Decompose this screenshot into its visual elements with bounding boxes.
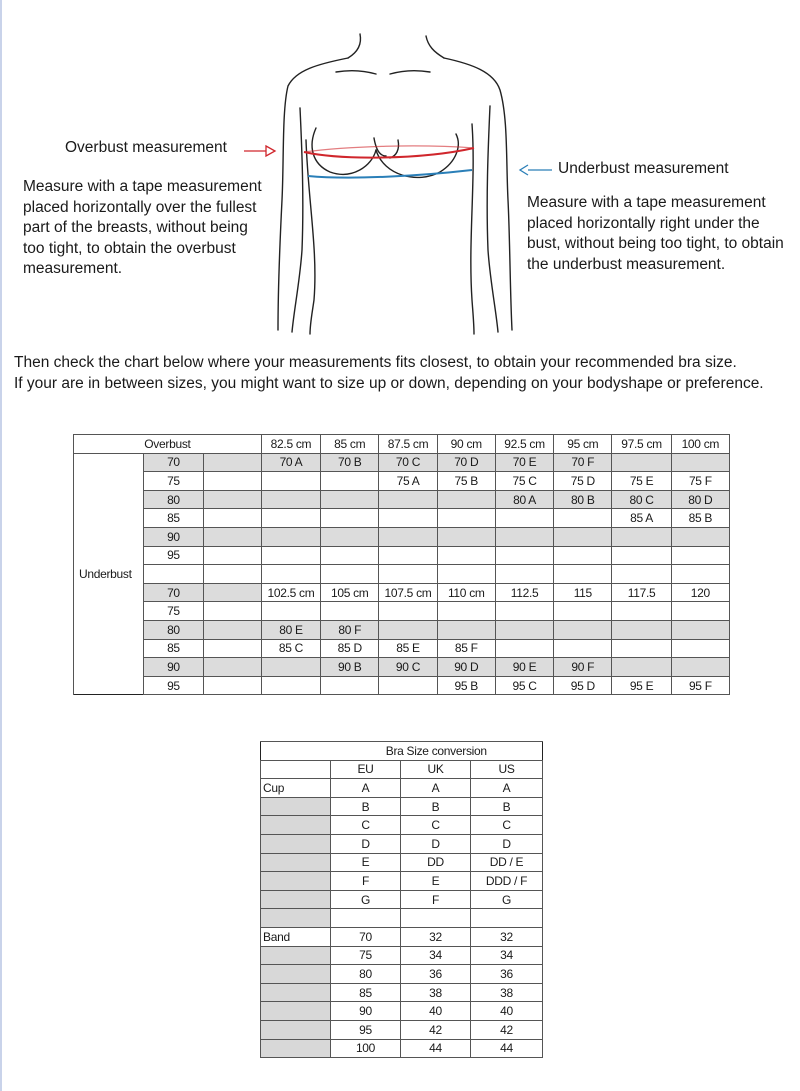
bra-size-cell: 75 C xyxy=(495,472,553,491)
conversion-row xyxy=(261,965,543,984)
underbust-spacer xyxy=(74,676,144,695)
conversion-row xyxy=(261,1039,543,1058)
bra-size-cell: 95 C xyxy=(495,676,553,695)
size-value-cell: B xyxy=(471,797,543,816)
bra-size-cell: 90 E xyxy=(495,658,553,677)
underbust-label-row xyxy=(74,565,730,584)
blank-cell xyxy=(203,453,261,472)
blank-cell xyxy=(203,658,261,677)
underbust-spacer xyxy=(74,546,144,565)
blank-cell xyxy=(203,565,261,584)
bra-size-cell: 85 E xyxy=(379,639,437,658)
size-value-cell: 100 xyxy=(331,1039,401,1058)
bra-size-cell: 75 E xyxy=(612,472,671,491)
underbust-spacer xyxy=(74,583,144,602)
underbust-spacer xyxy=(74,639,144,658)
conversion-row xyxy=(261,890,543,909)
bra-size-cell xyxy=(612,527,671,546)
conversion-row xyxy=(261,872,543,891)
bra-size-cell xyxy=(379,620,437,639)
overbust-size-header: 120 xyxy=(671,583,729,602)
blank-cell xyxy=(401,909,471,928)
bra-size-cell: 80 B xyxy=(554,490,612,509)
blank-cell xyxy=(261,1002,331,1021)
overbust-size-header: 97.5 cm xyxy=(612,435,671,454)
bra-size-cell: 85 F xyxy=(437,639,495,658)
blank-cell xyxy=(261,760,331,779)
overbust-size-header: 107.5 cm xyxy=(379,583,437,602)
blank-cell xyxy=(203,509,261,528)
bra-size-cell xyxy=(554,509,612,528)
overbust-size-header: 95 cm xyxy=(554,435,612,454)
overbust-size-header: 92.5 cm xyxy=(495,435,553,454)
bra-size-cell xyxy=(554,639,612,658)
bra-size-cell xyxy=(437,546,495,565)
bra-size-cell xyxy=(612,639,671,658)
region-header: UK xyxy=(401,760,471,779)
size-value-cell: C xyxy=(401,816,471,835)
size-value-cell: 44 xyxy=(401,1039,471,1058)
spacer-row xyxy=(261,909,543,928)
bra-size-cell xyxy=(554,546,612,565)
underbust-spacer xyxy=(74,602,144,621)
intro-line-1: Then check the chart below where your measurements fits closest, to obtain your recommended bra size. xyxy=(14,354,737,371)
bra-size-cell xyxy=(321,472,379,491)
bra-size-cell xyxy=(261,472,320,491)
overbust-size-header: 110 cm xyxy=(437,583,495,602)
size-value-cell: C xyxy=(471,816,543,835)
bra-size-cell xyxy=(495,509,553,528)
band-cell: 85 xyxy=(144,509,203,528)
blank-cell xyxy=(203,546,261,565)
size-row xyxy=(74,658,730,677)
underbust-spacer xyxy=(74,453,144,472)
bra-size-cell xyxy=(261,509,320,528)
blank-cell xyxy=(203,620,261,639)
bra-size-cell xyxy=(321,602,379,621)
bra-size-cell xyxy=(379,509,437,528)
bra-size-cell xyxy=(321,527,379,546)
blank-cell xyxy=(261,565,320,584)
blank-cell xyxy=(261,1020,331,1039)
blank-cell xyxy=(261,872,331,891)
overbust-title: Overbust measurement xyxy=(65,139,227,156)
bra-size-cell xyxy=(554,620,612,639)
size-value-cell: B xyxy=(401,797,471,816)
overbust-instructions: Measure with a tape measurement placed horizontally over the fullest part of the breasts, without being too tight, to obtain the overbust measurement. xyxy=(23,178,262,277)
bra-size-cell xyxy=(379,527,437,546)
size-value-cell: 38 xyxy=(401,983,471,1002)
band-cell: 95 xyxy=(144,676,203,695)
band-cell: 85 xyxy=(144,639,203,658)
blank-cell xyxy=(261,853,331,872)
size-row xyxy=(74,472,730,491)
size-row xyxy=(74,676,730,695)
bra-size-cell xyxy=(321,509,379,528)
blank-cell xyxy=(612,565,671,584)
size-value-cell: F xyxy=(401,890,471,909)
overbust-size-header: 115 xyxy=(554,583,612,602)
intro-line-2: If your are in between sizes, you might want to size up or down, depending on your bodyshape or preference. xyxy=(14,374,764,392)
bra-size-cell xyxy=(261,676,320,695)
bra-size-conversion-table xyxy=(260,741,543,1058)
size-value-cell: A xyxy=(331,779,401,798)
bra-size-cell xyxy=(321,490,379,509)
size-value-cell: 38 xyxy=(471,983,543,1002)
size-value-cell: B xyxy=(331,797,401,816)
blank-cell xyxy=(471,909,543,928)
bra-size-cell xyxy=(671,546,729,565)
band-cell: 90 xyxy=(144,527,203,546)
bra-size-cell: 70 F xyxy=(554,453,612,472)
band-cell: 90 xyxy=(144,658,203,677)
bra-size-cell: 95 B xyxy=(437,676,495,695)
bra-size-cell xyxy=(612,620,671,639)
underbust-spacer xyxy=(74,490,144,509)
bra-size-cell xyxy=(261,658,320,677)
bra-size-cell xyxy=(612,546,671,565)
blank-cell xyxy=(554,565,612,584)
bra-size-cell xyxy=(495,620,553,639)
size-value-cell: 95 xyxy=(331,1020,401,1039)
band-cell: 80 xyxy=(144,620,203,639)
blank-cell xyxy=(144,565,203,584)
conversion-row xyxy=(261,834,543,853)
bra-size-cell: 70 C xyxy=(379,453,437,472)
band-cell: 80 xyxy=(144,490,203,509)
section-label: Cup xyxy=(261,779,331,798)
bra-size-cell: 75 D xyxy=(554,472,612,491)
conversion-row xyxy=(261,853,543,872)
header-label-cell: Overbust xyxy=(74,435,262,454)
size-row xyxy=(74,509,730,528)
bra-size-cell: 75 B xyxy=(437,472,495,491)
size-value-cell: 85 xyxy=(331,983,401,1002)
bra-size-cell xyxy=(437,490,495,509)
blank-cell xyxy=(203,676,261,695)
size-value-cell: 80 xyxy=(331,965,401,984)
blank-cell xyxy=(203,602,261,621)
blank-cell xyxy=(203,639,261,658)
size-value-cell: F xyxy=(331,872,401,891)
blank-cell xyxy=(261,742,331,761)
blank-cell xyxy=(261,983,331,1002)
bra-size-cell xyxy=(321,546,379,565)
bra-size-cell: 90 F xyxy=(554,658,612,677)
underbust-instructions: Measure with a tape measurement placed horizontally right under the bust, without being too tight, to obtain the underbust measurement. xyxy=(527,194,784,273)
bra-size-cell: 85 A xyxy=(612,509,671,528)
blank-cell xyxy=(261,1039,331,1058)
size-value-cell: 42 xyxy=(471,1020,543,1039)
bra-size-cell: 85 D xyxy=(321,639,379,658)
conversion-header-row xyxy=(261,760,543,779)
conversion-row xyxy=(261,797,543,816)
size-row xyxy=(74,546,730,565)
overbust-size-header: 112.5 xyxy=(495,583,553,602)
blank-cell xyxy=(261,946,331,965)
overbust-size-header: 85 cm xyxy=(321,435,379,454)
size-row xyxy=(74,602,730,621)
bra-size-cell xyxy=(554,602,612,621)
underbust-spacer xyxy=(74,527,144,546)
size-value-cell: G xyxy=(471,890,543,909)
size-value-cell: D xyxy=(331,834,401,853)
size-value-cell: 34 xyxy=(471,946,543,965)
blank-cell xyxy=(437,565,495,584)
conversion-row xyxy=(261,927,543,946)
size-value-cell: 40 xyxy=(401,1002,471,1021)
band-cell: 95 xyxy=(144,546,203,565)
bra-size-cell xyxy=(612,658,671,677)
size-row xyxy=(74,620,730,639)
bra-size-chart xyxy=(73,434,730,695)
size-value-cell: 36 xyxy=(471,965,543,984)
size-value-cell: 42 xyxy=(401,1020,471,1039)
bra-size-cell: 80 C xyxy=(612,490,671,509)
bra-size-cell: 70 E xyxy=(495,453,553,472)
blank-cell xyxy=(261,816,331,835)
blank-cell xyxy=(261,890,331,909)
bra-size-cell xyxy=(495,639,553,658)
size-value-cell: D xyxy=(401,834,471,853)
bra-size-cell: 90 C xyxy=(379,658,437,677)
band-cell: 70 xyxy=(144,583,203,602)
blank-cell xyxy=(261,965,331,984)
bra-size-cell xyxy=(437,509,495,528)
bra-size-cell xyxy=(495,602,553,621)
bra-size-cell xyxy=(261,527,320,546)
band-cell: 75 xyxy=(144,602,203,621)
size-value-cell: DD xyxy=(401,853,471,872)
size-value-cell: 75 xyxy=(331,946,401,965)
bra-size-cell xyxy=(612,602,671,621)
bra-size-cell: 80 E xyxy=(261,620,320,639)
bra-size-cell xyxy=(671,453,729,472)
region-header: EU xyxy=(331,760,401,779)
overbust-size-header: 87.5 cm xyxy=(379,435,437,454)
bra-size-cell: 95 F xyxy=(671,676,729,695)
overbust-size-header: 102.5 cm xyxy=(261,583,320,602)
conversion-row xyxy=(261,946,543,965)
bra-size-cell xyxy=(379,602,437,621)
conversion-title: Bra Size conversion xyxy=(331,742,543,761)
size-value-cell: C xyxy=(331,816,401,835)
underbust-label: Underbust xyxy=(74,565,144,584)
blank-cell xyxy=(261,797,331,816)
bra-size-cell xyxy=(671,602,729,621)
conversion-row xyxy=(261,816,543,835)
size-value-cell: A xyxy=(401,779,471,798)
bra-size-cell xyxy=(671,527,729,546)
bra-size-cell: 75 A xyxy=(379,472,437,491)
size-value-cell: D xyxy=(471,834,543,853)
size-value-cell: 32 xyxy=(401,927,471,946)
blank-cell xyxy=(379,565,437,584)
size-value-cell: 34 xyxy=(401,946,471,965)
bra-size-cell: 85 C xyxy=(261,639,320,658)
overbust-size-header: 82.5 cm xyxy=(261,435,320,454)
bra-size-cell xyxy=(437,527,495,546)
bra-size-cell xyxy=(671,639,729,658)
region-header: US xyxy=(471,760,543,779)
conversion-row xyxy=(261,779,543,798)
band-cell: 70 xyxy=(144,453,203,472)
bra-size-cell xyxy=(261,546,320,565)
bra-size-cell: 90 B xyxy=(321,658,379,677)
bra-size-cell xyxy=(321,676,379,695)
blank-cell xyxy=(495,565,553,584)
bra-size-cell xyxy=(612,453,671,472)
size-value-cell: G xyxy=(331,890,401,909)
underbust-spacer xyxy=(74,620,144,639)
blank-cell xyxy=(671,565,729,584)
bra-size-cell xyxy=(437,602,495,621)
conversion-row xyxy=(261,1020,543,1039)
bra-size-cell xyxy=(261,490,320,509)
bra-size-cell: 80 A xyxy=(495,490,553,509)
underbust-title: Underbust measurement xyxy=(558,160,729,177)
size-value-cell: A xyxy=(471,779,543,798)
size-row xyxy=(74,490,730,509)
bra-size-cell: 85 B xyxy=(671,509,729,528)
size-value-cell: 36 xyxy=(401,965,471,984)
bra-size-cell xyxy=(437,620,495,639)
bra-size-cell xyxy=(379,546,437,565)
size-value-cell: 44 xyxy=(471,1039,543,1058)
intro-text xyxy=(14,353,764,394)
size-value-cell: 70 xyxy=(331,927,401,946)
bra-size-cell: 95 D xyxy=(554,676,612,695)
size-row xyxy=(74,527,730,546)
size-row xyxy=(74,639,730,658)
overbust-size-header: 100 cm xyxy=(671,435,729,454)
bra-size-cell xyxy=(379,490,437,509)
conversion-row xyxy=(261,983,543,1002)
bra-size-cell xyxy=(495,527,553,546)
bra-size-cell: 80 F xyxy=(321,620,379,639)
size-value-cell: 90 xyxy=(331,1002,401,1021)
size-value-cell: 40 xyxy=(471,1002,543,1021)
blank-cell xyxy=(203,472,261,491)
conversion-title-row xyxy=(261,742,543,761)
bra-size-cell: 80 D xyxy=(671,490,729,509)
blank-cell xyxy=(261,909,331,928)
overbust-size-header: 105 cm xyxy=(321,583,379,602)
blank-cell xyxy=(331,909,401,928)
blank-cell xyxy=(261,834,331,853)
underbust-spacer xyxy=(74,509,144,528)
bra-size-cell xyxy=(379,676,437,695)
bra-size-cell: 70 D xyxy=(437,453,495,472)
size-row xyxy=(74,453,730,472)
bra-size-cell: 90 D xyxy=(437,658,495,677)
bra-size-cell xyxy=(261,602,320,621)
conversion-row xyxy=(261,1002,543,1021)
size-value-cell: DDD / F xyxy=(471,872,543,891)
band-cell: 75 xyxy=(144,472,203,491)
blank-cell xyxy=(321,565,379,584)
bra-size-cell: 75 F xyxy=(671,472,729,491)
bra-size-cell xyxy=(495,546,553,565)
size-header-row xyxy=(74,435,730,454)
blank-cell xyxy=(203,490,261,509)
size-value-cell: E xyxy=(331,853,401,872)
bra-size-cell: 70 B xyxy=(321,453,379,472)
size-value-cell: DD / E xyxy=(471,853,543,872)
underbust-spacer xyxy=(74,472,144,491)
bra-size-cell: 70 A xyxy=(261,453,320,472)
size-header-row xyxy=(74,583,730,602)
bra-size-cell xyxy=(671,620,729,639)
section-label: Band xyxy=(261,927,331,946)
bra-size-cell xyxy=(671,658,729,677)
blank-cell xyxy=(203,583,261,602)
overbust-size-header: 90 cm xyxy=(437,435,495,454)
underbust-spacer xyxy=(74,658,144,677)
bra-size-cell: 95 E xyxy=(612,676,671,695)
size-value-cell: 32 xyxy=(471,927,543,946)
size-value-cell: E xyxy=(401,872,471,891)
overbust-size-header: 117.5 xyxy=(612,583,671,602)
blank-cell xyxy=(203,527,261,546)
bra-size-cell xyxy=(554,527,612,546)
